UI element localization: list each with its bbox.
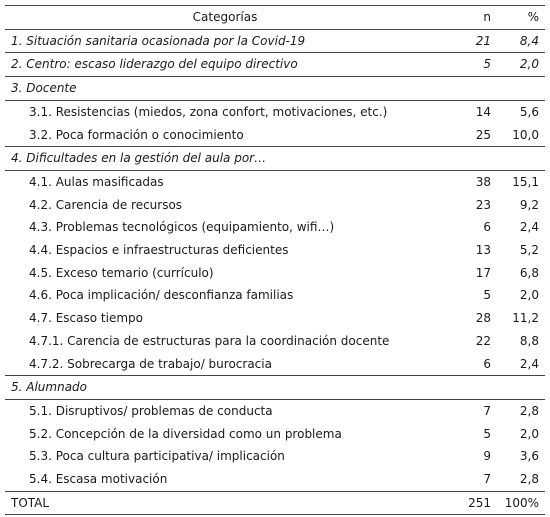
table-row bbox=[5, 330, 545, 353]
total-pct: 100% bbox=[491, 491, 545, 515]
total-row bbox=[5, 491, 545, 515]
row-label: 4.6. Poca implicación/ desconfianza familias bbox=[29, 288, 294, 303]
row-n: 6 bbox=[483, 220, 491, 235]
row-n: 38 bbox=[445, 170, 491, 193]
header-categorias: Categorías bbox=[5, 6, 445, 30]
table-row bbox=[5, 307, 545, 330]
row-n: 7 bbox=[445, 399, 491, 422]
row-pct: 2,4 bbox=[519, 356, 539, 371]
row-label: 2. Centro: escaso liderazgo del equipo directivo bbox=[5, 53, 445, 77]
row-label: 3. Docente bbox=[5, 77, 445, 101]
row-pct: 2,8 bbox=[519, 472, 539, 487]
row-n: 17 bbox=[475, 265, 491, 280]
row-label: 5.3. Poca cultura participativa/ implicación bbox=[29, 449, 285, 464]
row-label: 4. Dificultades en la gestión del aula por… bbox=[5, 147, 445, 171]
row-label: 4.7. Escaso tiempo bbox=[29, 311, 143, 326]
row-label: 4.1. Aulas masificadas bbox=[5, 170, 445, 193]
row-label: 4.7.2. Sobrecarga de trabajo/ burocracia bbox=[29, 356, 272, 371]
row-n: 28 bbox=[475, 311, 491, 326]
row-label: 5.2. Concepción de la diversidad como un problema bbox=[29, 426, 342, 441]
row-pct: 2,8 bbox=[491, 399, 545, 422]
table-row bbox=[5, 353, 545, 376]
row-pct: 6,8 bbox=[519, 265, 539, 280]
row-pct: 2,0 bbox=[519, 426, 539, 441]
row-pct: 15,1 bbox=[491, 170, 545, 193]
table-row bbox=[5, 170, 545, 193]
table-row bbox=[5, 399, 545, 422]
row-pct: 3,6 bbox=[519, 449, 539, 464]
total-label: TOTAL bbox=[5, 491, 445, 515]
row-label: 1. Situación sanitaria ocasionada por la Covid-19 bbox=[5, 29, 445, 53]
table-row bbox=[5, 194, 545, 217]
table-row bbox=[5, 53, 545, 77]
row-pct bbox=[491, 77, 545, 101]
row-pct: 9,2 bbox=[519, 197, 539, 212]
row-label: 4.5. Exceso temario (currículo) bbox=[29, 265, 214, 280]
categories-table bbox=[5, 5, 545, 515]
row-pct: 8,8 bbox=[519, 333, 539, 348]
table-row bbox=[5, 468, 545, 491]
table-row bbox=[5, 284, 545, 307]
row-label: 4.3. Problemas tecnológicos (equipamiento, wifi…) bbox=[29, 220, 335, 235]
row-n: 5 bbox=[483, 426, 491, 441]
row-label: 4.2. Carencia de recursos bbox=[29, 197, 183, 212]
table-row bbox=[5, 445, 545, 468]
header-pct: % bbox=[491, 6, 545, 30]
row-label: 5. Alumnado bbox=[5, 376, 445, 400]
row-pct: 2,0 bbox=[491, 53, 545, 77]
row-pct: 5,2 bbox=[519, 243, 539, 258]
row-pct bbox=[491, 147, 545, 171]
row-label: 5.4. Escasa motivación bbox=[29, 472, 168, 487]
row-label: 3.2. Poca formación o conocimiento bbox=[29, 127, 244, 142]
row-n: 14 bbox=[445, 100, 491, 123]
row-pct bbox=[491, 376, 545, 400]
row-label: 4.4. Espacios e infraestructuras deficientes bbox=[29, 243, 289, 258]
table-row bbox=[5, 77, 545, 101]
table-row bbox=[5, 29, 545, 53]
row-n bbox=[445, 376, 491, 400]
row-n: 7 bbox=[483, 472, 491, 487]
table-row bbox=[5, 100, 545, 123]
row-n: 25 bbox=[475, 127, 491, 142]
row-n: 21 bbox=[445, 29, 491, 53]
row-n: 6 bbox=[483, 356, 491, 371]
row-pct: 8,4 bbox=[491, 29, 545, 53]
row-n: 9 bbox=[483, 449, 491, 464]
row-n: 5 bbox=[445, 53, 491, 77]
row-label: 4.7.1. Carencia de estructuras para la coordinación docente bbox=[29, 333, 390, 348]
header-n: n bbox=[445, 6, 491, 30]
row-n: 13 bbox=[475, 243, 491, 258]
row-pct: 2,0 bbox=[519, 288, 539, 303]
table-row bbox=[5, 239, 545, 262]
row-pct: 10,0 bbox=[512, 127, 539, 142]
row-label: 3.1. Resistencias (miedos, zona confort, motivaciones, etc.) bbox=[5, 100, 445, 123]
row-n bbox=[445, 77, 491, 101]
table-row bbox=[5, 147, 545, 171]
row-n: 23 bbox=[475, 197, 491, 212]
row-label: 5.1. Disruptivos/ problemas de conducta bbox=[5, 399, 445, 422]
table-row bbox=[5, 262, 545, 285]
table-row bbox=[5, 423, 545, 446]
total-n: 251 bbox=[445, 491, 491, 515]
row-n: 22 bbox=[475, 333, 491, 348]
row-pct: 11,2 bbox=[512, 311, 539, 326]
row-n: 5 bbox=[483, 288, 491, 303]
table-row bbox=[5, 376, 545, 400]
row-n bbox=[445, 147, 491, 171]
header-row bbox=[5, 6, 545, 30]
table-row bbox=[5, 216, 545, 239]
table-row bbox=[5, 124, 545, 147]
row-pct: 2,4 bbox=[519, 220, 539, 235]
row-pct: 5,6 bbox=[491, 100, 545, 123]
